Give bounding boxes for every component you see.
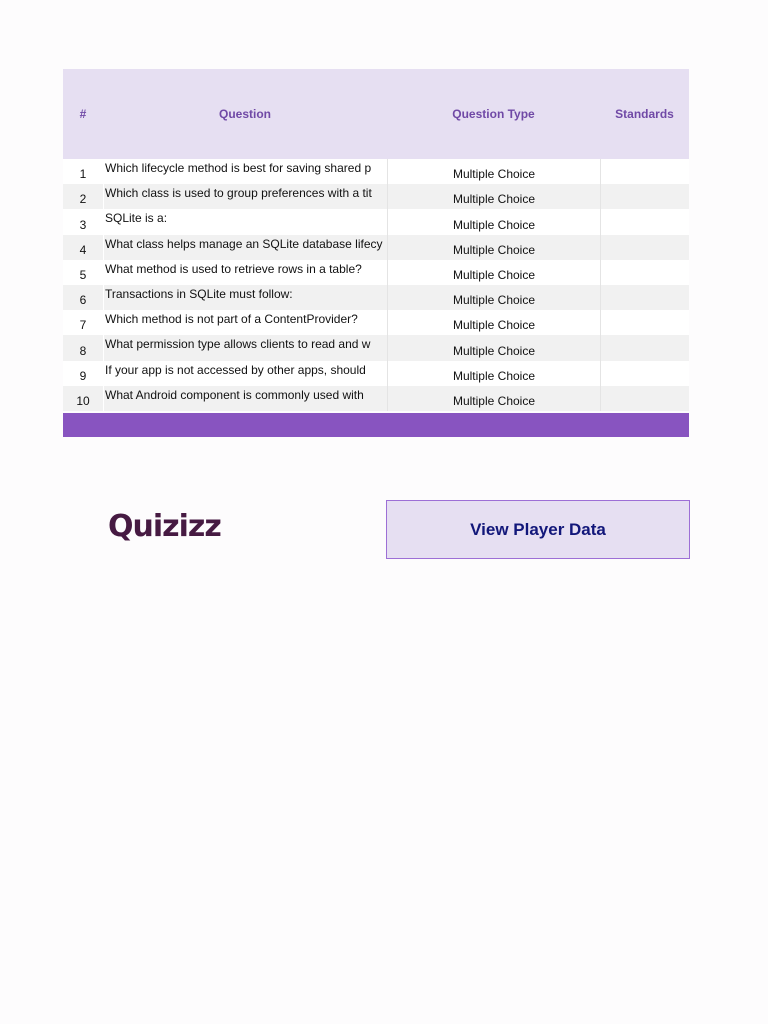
table-row [63,184,689,209]
row-standards [600,361,689,386]
table-row [63,335,689,360]
quizizz-logo [108,494,221,558]
row-question-type: Multiple Choice [387,235,600,260]
row-number: 1 [79,167,87,182]
row-question-type: Multiple Choice [387,386,600,411]
row-question: SQLite is a: [103,209,387,234]
row-question: What method is used to retrieve rows in a table? [103,260,387,285]
view-player-data-button[interactable]: View Player Data [386,500,690,559]
header-number: # [79,107,87,121]
row-number: 5 [79,267,87,282]
table-row [63,285,689,310]
header-question: Question [218,107,271,121]
row-standards [600,209,689,234]
row-standards [600,235,689,260]
row-standards [600,285,689,310]
table-body [63,159,689,411]
row-question: What permission type allows clients to read and w [103,335,387,360]
row-question-type: Multiple Choice [387,260,600,285]
table-row [63,260,689,285]
table-row [63,159,689,184]
row-question-type: Multiple Choice [387,209,600,234]
row-standards [600,310,689,335]
row-standards [600,335,689,360]
table-row [63,209,689,234]
row-question-type: Multiple Choice [387,285,600,310]
row-question-type: Multiple Choice [387,184,600,209]
table-row [63,361,689,386]
row-question: Which method is not part of a ContentProvider? [103,310,387,335]
table-row [63,386,689,411]
row-question: What class helps manage an SQLite database lifecy [103,235,387,260]
row-number: 7 [79,318,87,333]
table-row [63,235,689,260]
row-question: If your app is not accessed by other apps, should [103,361,387,386]
row-number: 3 [79,217,87,232]
row-number: 8 [79,343,87,358]
table-footer-bar [63,413,689,437]
row-number: 4 [79,242,87,257]
table-row [63,310,689,335]
row-standards [600,260,689,285]
header-standards: Standards [615,107,674,121]
table-header [63,69,689,159]
row-question-type: Multiple Choice [387,361,600,386]
row-question-type: Multiple Choice [387,335,600,360]
row-number: 2 [79,192,87,207]
row-question: Which lifecycle method is best for saving shared p [103,159,387,184]
logo-text: Quizizz [108,508,221,544]
row-question: What Android component is commonly used with [103,386,387,411]
row-question: Which class is used to group preferences with a tit [103,184,387,209]
row-number: 9 [79,368,87,383]
header-question-type: Question Type [452,107,535,121]
row-number: 6 [79,293,87,308]
questions-table [63,69,689,437]
row-standards [600,159,689,184]
row-question-type: Multiple Choice [387,159,600,184]
row-question: Transactions in SQLite must follow: [103,285,387,310]
row-question-type: Multiple Choice [387,310,600,335]
row-standards [600,386,689,411]
row-number: 10 [76,393,90,408]
row-standards [600,184,689,209]
